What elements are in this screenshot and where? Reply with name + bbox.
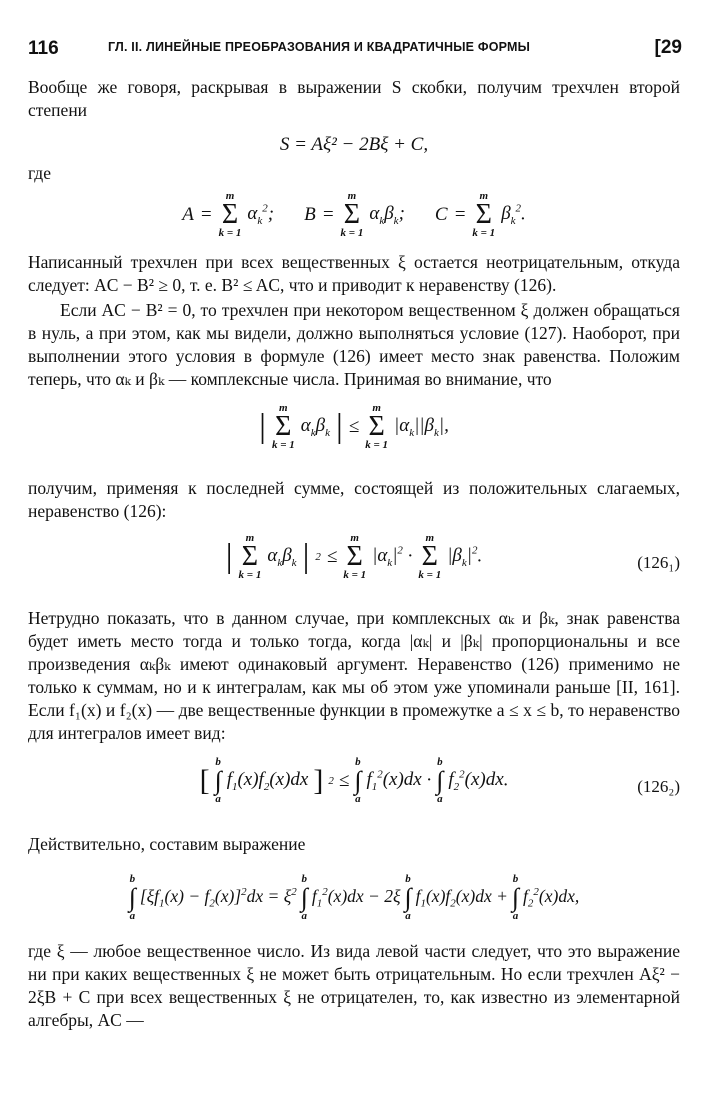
paragraph-7: где ξ — любое вещественное число. Из вида левой части следует, что это выражение ни при каких вещественных ξ не может быть отрицательным. Но если трехчлен Aξ² − 2ξB + C при всех вещественных ξ не отрицателен, то, как известно из элементарной алгебры, AC — [28, 941, 680, 1030]
equation-number-126-2: (126₂) [637, 777, 680, 796]
sum-sign-1: m Σ k = 1 [238, 532, 262, 581]
integral-sign-3: b ∫ a [436, 756, 444, 805]
paragraph-5: Нетрудно показать, что в данном случае, при комплексных αₖ и βₖ, знак равенства будет иметь место тогда и только тогда, когда |αₖ| и |βₖ| пропорциональны и все произведения αₖβₖ имеют одинаковый аргумент. Неравенство (126) применимо не только к суммам, но и к интегралам, как мы об этом уже упоминали раньше [II, 161]. Если f₁(x) и f₂(x) — две вещественные функции в промежутке a ≤ x ≤ b, то неравенство для интегралов имеет вид: [28, 608, 680, 743]
integral-sign-7: b ∫ a [511, 873, 520, 922]
sum-sign-3: m Σ k = 1 [418, 532, 442, 581]
sum-sign-b: m Σ k = 1 [340, 190, 364, 239]
sum-sign-2: m Σ k = 1 [343, 532, 367, 581]
paragraph-2: Написанный трехчлен при всех вещественных ξ остается неотрицательным, откуда следует: AC − B² ≥ 0, т. е. B² ≤ AC, что и приводит к неравенству (126). [28, 252, 680, 295]
running-title: ГЛ. II. ЛИНЕЙНЫЕ ПРЕОБРАЗОВАНИЯ И КВАДРАТИЧНЫЕ ФОРМЫ [108, 40, 531, 54]
sum-sign-rhs: m Σ k = 1 [365, 402, 388, 451]
paragraph-1: Вообще же говоря, раскрывая в выражении S скобки, получим трехчлен второй степени [28, 77, 680, 120]
sum-sign-c: m Σ k = 1 [472, 190, 496, 239]
formula-coefficients: A = m Σ k = 1 $\alpha_k^2$; B = m Σ k = 1 $\alpha_k\beta_k$; C = m Σ k = 1 $\beta_k^2$. [182, 190, 526, 239]
formula-expansion: b ∫ a $[\xi f_1(x) - f_2(x)]^2dx = \xi^2$ b ∫ a $f_1^2(x)dx - 2\xi$ b ∫ a $f_1(x)f_2(x)dx$ + b ∫ a $f_2^2(x)dx$, [128, 873, 580, 922]
formula-126-2: [ b ∫ a $f_1(x)f_2(x)dx$ ] 2 ≤ b ∫ a $f_1^2(x)dx$ · b ∫ a $f_2^2(x)dx$. (126₂) [199, 756, 680, 805]
sum-sign-a: m Σ k = 1 [218, 190, 242, 239]
section-number: [29 [654, 37, 682, 58]
paragraph-3: Если AC − B² = 0, то трехчлен при некотором вещественном ξ должен обращаться в нуль, а при этом, как мы видели, должно выполняться условие (127). Наоборот, при выполнении этого условия в формуле (126) имеет место знак равенства. Положим теперь, что αₖ и βₖ — комплексные числа. Принимая во внимание, что [28, 300, 680, 389]
sum-sign-lhs: m Σ k = 1 [271, 402, 295, 451]
integral-sign-4: b ∫ a [128, 873, 136, 922]
paragraph-6: Действительно, составим выражение [28, 834, 306, 854]
integral-sign-1: b ∫ a [214, 756, 222, 805]
paragraph-4: получим, применяя к последней сумме, состоящей из положительных слагаемых, неравенство (126): [28, 478, 680, 521]
formula-126-1: | m Σ k = 1 $\alpha_k\beta_k$ | 2 ≤ m Σ k = 1 $|\alpha_k|^2$ · m Σ k = 1 $|\beta_k|^2$. (126₁) [225, 532, 680, 581]
integral-sign-2: b ∫ a [354, 756, 362, 805]
page-number: 116 [28, 38, 59, 59]
integral-sign-5: b ∫ a [300, 873, 308, 922]
equation-number-126-1: (126₁) [637, 553, 680, 572]
formula-abs-inequality: | m Σ k = 1 $\alpha_k\beta_k$ | ≤ m Σ k = 1 $|\alpha_k||\beta_k|$, [259, 402, 449, 451]
paragraph-where: где [28, 163, 51, 183]
running-header [28, 30, 680, 60]
book-page [28, 30, 680, 1032]
integral-sign-6: b ∫ a [404, 873, 412, 922]
formula-trinomial: S = Aξ² − 2Bξ + C, [279, 134, 429, 155]
